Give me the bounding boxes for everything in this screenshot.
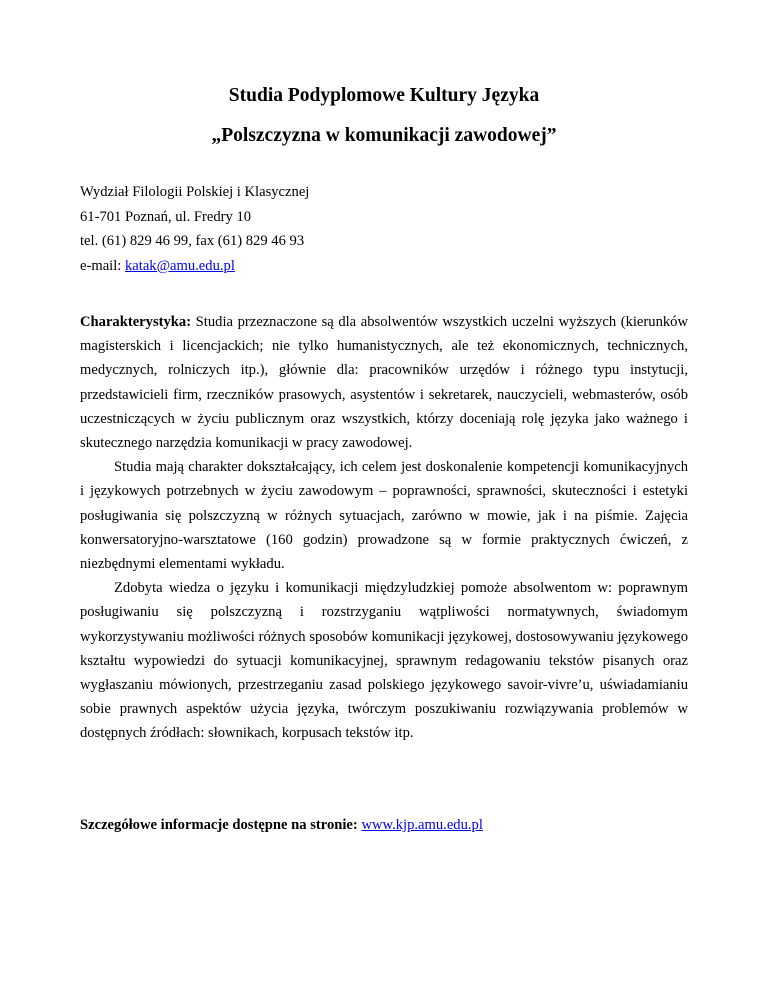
contact-block xyxy=(80,180,309,278)
website-link[interactable]: www.kjp.amu.edu.pl xyxy=(361,817,483,833)
email-line xyxy=(80,254,309,279)
email-label: e-mail: xyxy=(80,257,125,274)
faculty-name: Wydział Filologii Polskiej i Klasycznej xyxy=(80,184,310,200)
more-info-label: Szczegółowe informacje dostępne na stronie: xyxy=(80,817,358,833)
paragraph-1-text: Studia przeznaczone są dla absolwentów wszystkich uczelni wyższych (kierunków magisterskich i licencjackich; nie tylko humanistycznych, ale też ekonomicznych, technicznych, medycznych, rolniczych itp.), głównie dla: pracowników urzędów i różnego typu instytucji, przedstawicieli firm, rzeczników prasowych, asystentów i sekretarek, nauczycieli, webmasterów, osób uczestniczących w życiu publicznym oraz wszystkich, którzy doceniają rolę języka jako ważnego i skutecznego narzędzia komunikacji w pracy zawodowej. xyxy=(80,314,688,452)
email-link[interactable]: katak@amu.edu.pl xyxy=(124,257,235,274)
phone-fax: tel. (61) 829 46 99, fax (61) 829 46 93 xyxy=(80,233,305,249)
characteristics-label: Charakterystyka: xyxy=(80,314,192,330)
document-title: Studia Podyplomowe Kultury Języka xyxy=(228,85,540,106)
description-body xyxy=(80,310,688,746)
postal-address: 61-701 Poznań, ul. Fredry 10 xyxy=(80,208,252,225)
paragraph-3: Zdobyta wiedza o języku i komunikacji międzyludzkiej pomoże absolwentom w: poprawnym posługiwaniu się polszczyzną i rozstrzyganiu wątpliwości normatywnych, świadomym wykorzystywaniu możliwości różnych sposobów komunikacji językowej, dostosowywaniu językowego kształtu wypowiedzi do sytuacji komunikacyjnej, sprawnym redagowaniu tekstów pisanych oraz wygłaszaniu mówionych, przestrzeganiu zasad polskiego językowego savoir-vivre’u, uświadamianiu sobie prawnych aspektów użycia języka, twórczym poszukiwaniu rozwiązywania problemów w dostępnych źródłach: słownikach, korpusach tekstów itp. xyxy=(80,580,688,742)
more-info-line xyxy=(80,817,483,834)
paragraph-characteristics xyxy=(80,310,688,455)
document-subtitle: „Polszczyzna w komunikacji zawodowej” xyxy=(211,125,557,146)
paragraph-2: Studia mają charakter dokształcający, ich celem jest doskonalenie kompetencji komunikacyjnych i językowych potrzebnych w życiu zawodowym – poprawności, sprawności, skuteczności i estetyki posługiwania się polszczyzną w różnych sytuacjach, zarówno w mowie, jak i na piśmie. Zajęcia konwersatoryjno-warsztatowe (160 godzin) prowadzone są w formie praktycznych ćwiczeń, z niezbędnymi elementami wykładu. xyxy=(80,459,688,573)
